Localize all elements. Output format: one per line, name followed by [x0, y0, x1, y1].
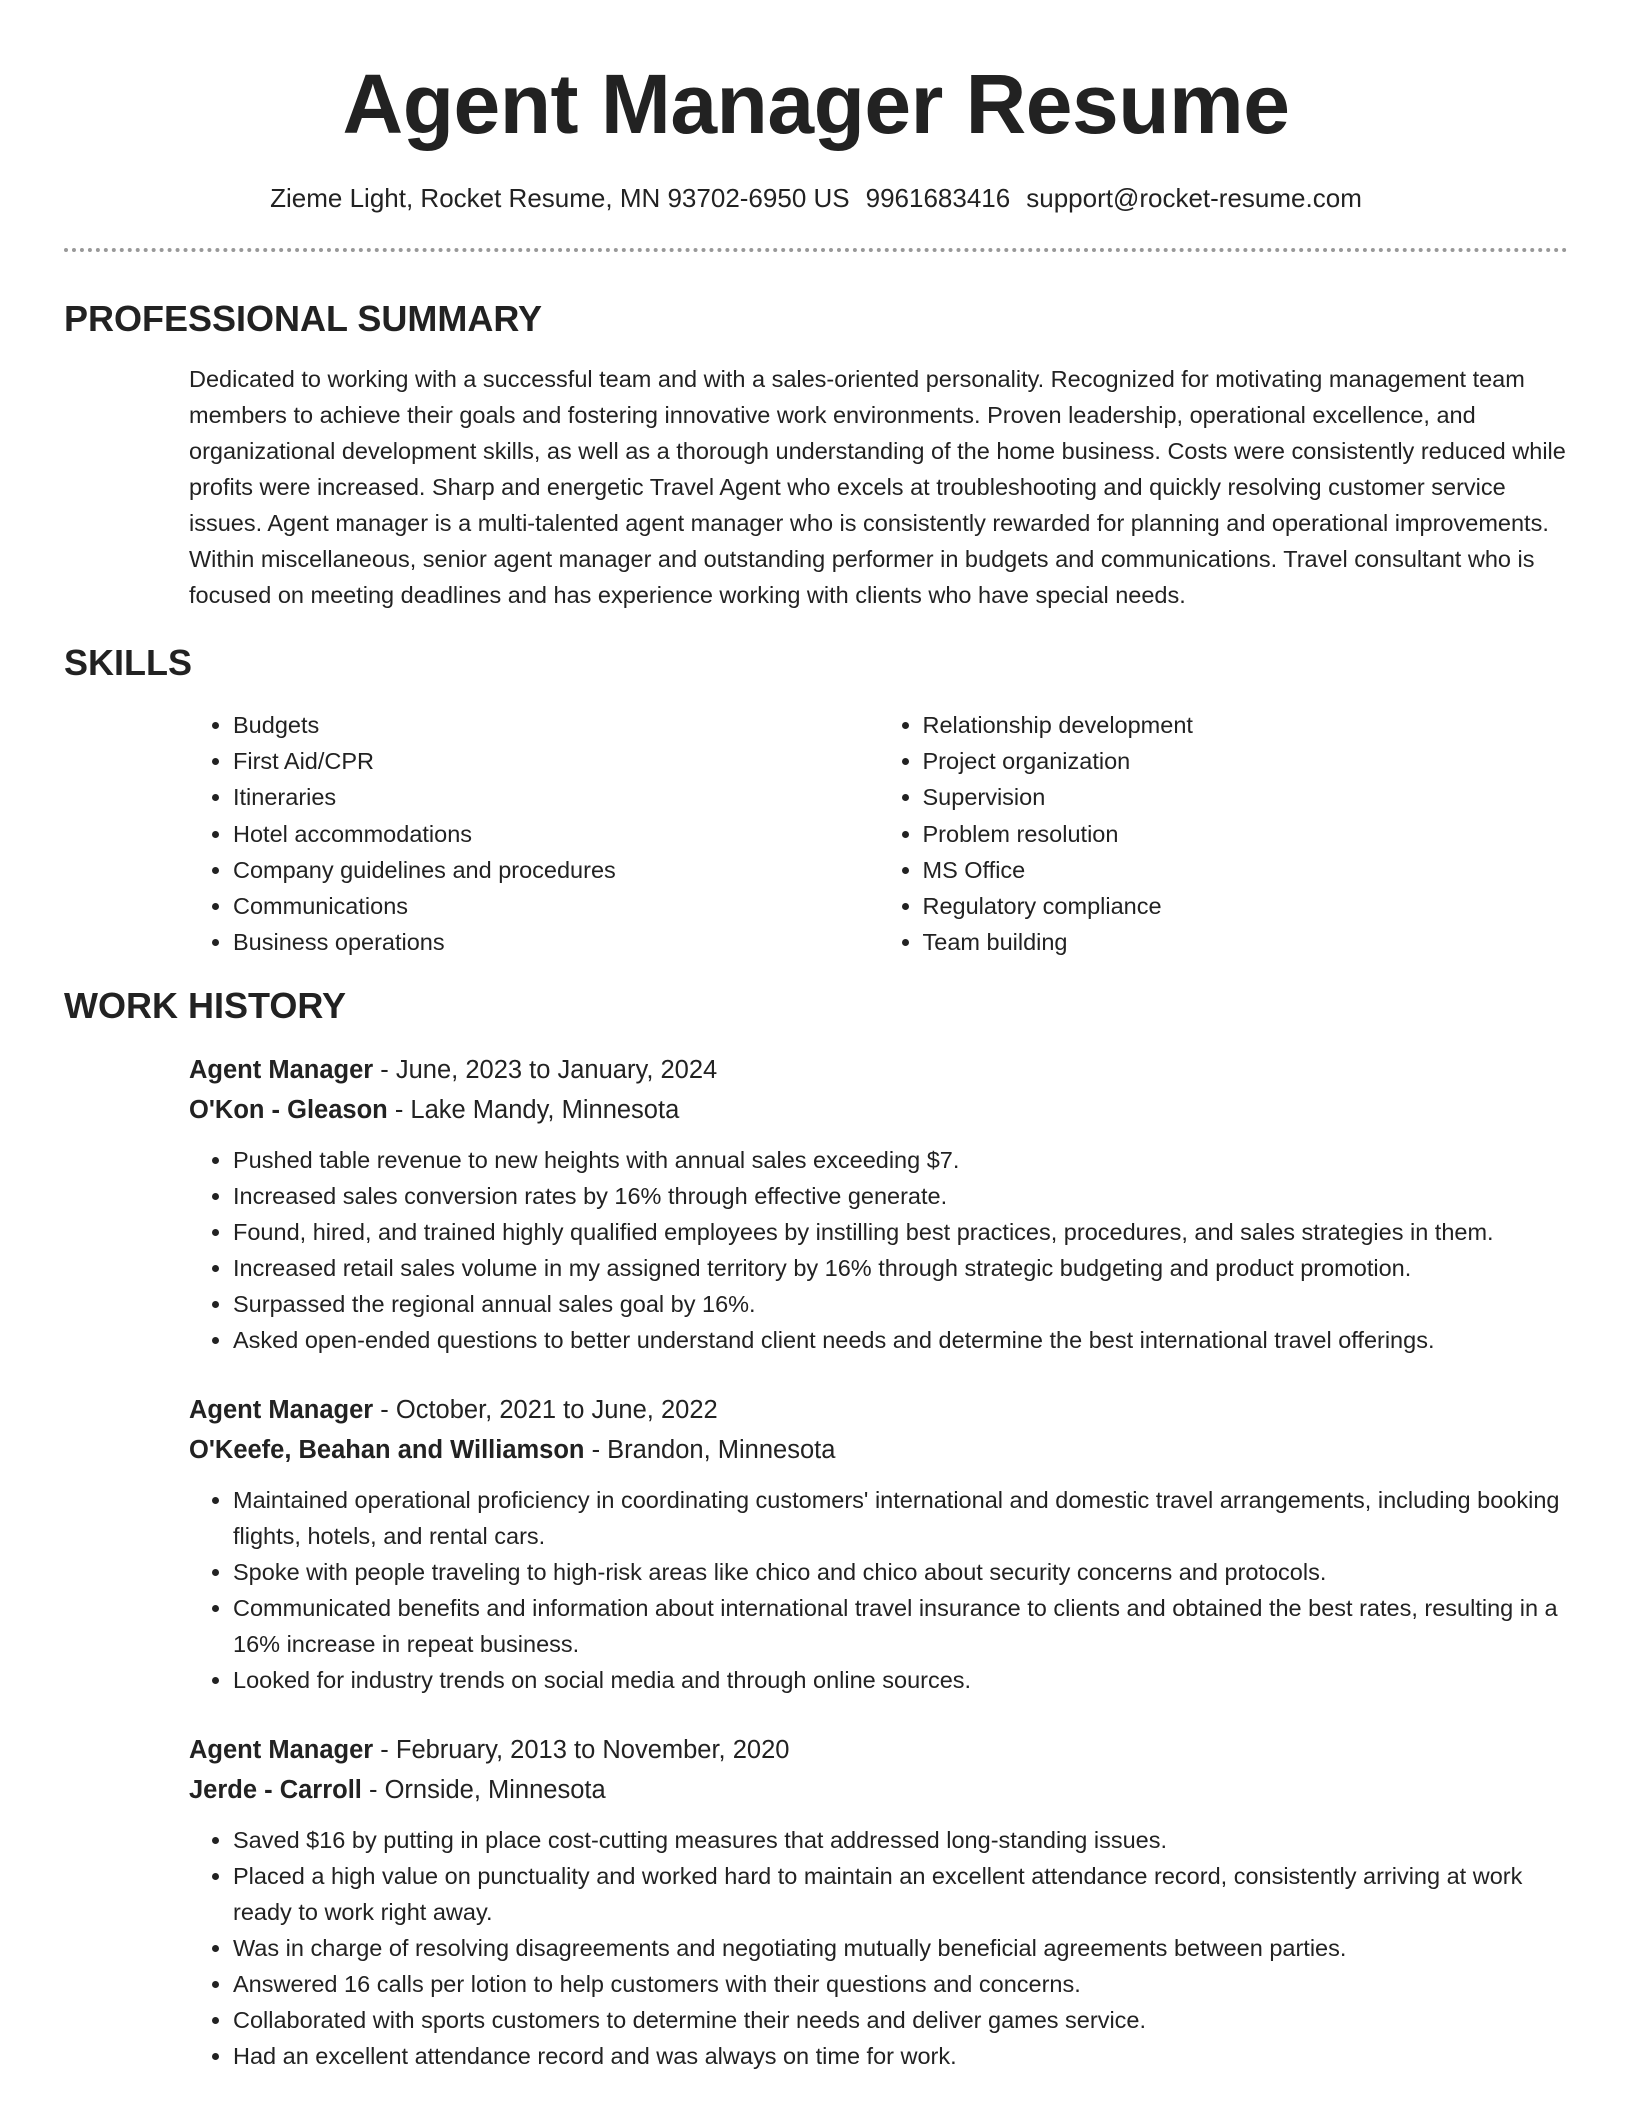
skills-section — [64, 641, 1568, 960]
job-company-line — [189, 1770, 1568, 1810]
skill-item: • Itineraries — [233, 779, 879, 815]
job-bullets — [189, 1142, 1568, 1358]
skill-item: • Regulatory compliance — [923, 888, 1569, 924]
job-bullet: • Maintained operational proficiency in coordinating customers' international and domestic travel arrangements, including booking flights, hotels, and rental cars. — [233, 1482, 1568, 1554]
skill-item: • Company guidelines and procedures — [233, 852, 879, 888]
skill-item: • First Aid/CPR — [233, 743, 879, 779]
job-bullet: • Was in charge of resolving disagreements and negotiating mutually beneficial agreements between parties. — [233, 1930, 1568, 1966]
section-heading-skills: SKILLS — [64, 642, 193, 683]
job-bullets — [189, 1822, 1568, 2074]
job-bullet: • Looked for industry trends on social media and through online sources. — [233, 1662, 1568, 1698]
job-bullet: • Answered 16 calls per lotion to help customers with their questions and concerns. — [233, 1966, 1568, 2002]
skill-item: • Problem resolution — [923, 816, 1569, 852]
job-bullet: • Increased sales conversion rates by 16% through effective generate. — [233, 1178, 1568, 1214]
resume-title: Agent Manager Resume — [342, 57, 1290, 151]
job-company-line — [189, 1430, 1568, 1470]
job-bullet: • Surpassed the regional annual sales goal by 16%. — [233, 1286, 1568, 1322]
section-heading-summary: PROFESSIONAL SUMMARY — [64, 298, 543, 339]
skill-item: • MS Office — [923, 852, 1569, 888]
job-title-line — [189, 1050, 1568, 1090]
job-dates: - February, 2013 to November, 2020 — [373, 1736, 790, 1765]
skills-list-left — [189, 707, 879, 960]
skill-item: • Supervision — [923, 779, 1569, 815]
job-title: Agent Manager — [189, 1736, 374, 1765]
skill-item: • Communications — [233, 888, 879, 924]
professional-summary-section — [64, 297, 1568, 613]
job-entry — [189, 1390, 1568, 1698]
skill-item: • Hotel accommodations — [233, 816, 879, 852]
skills-columns — [189, 707, 1568, 960]
job-bullets — [189, 1482, 1568, 1698]
resume-page — [64, 0, 1568, 2074]
skill-item: • Project organization — [923, 743, 1569, 779]
contact-email: support@rocket-resume.com — [1026, 183, 1362, 213]
job-entry — [189, 1730, 1568, 2074]
section-heading-work-history: WORK HISTORY — [64, 985, 347, 1027]
skill-item: • Relationship development — [923, 707, 1569, 743]
job-bullet: • Saved $16 by putting in place cost-cutting measures that addressed long-standing issues. — [233, 1822, 1568, 1858]
header-divider — [64, 248, 1568, 252]
contact-address: Zieme Light, Rocket Resume, MN 93702-6950 US — [270, 183, 850, 213]
job-entry — [189, 1050, 1568, 1358]
job-bullet: • Collaborated with sports customers to determine their needs and deliver games service. — [233, 2002, 1568, 2038]
job-bullet: • Found, hired, and trained highly qualified employees by instilling best practices, procedures, and sales strategies in them. — [233, 1214, 1568, 1250]
job-company-line — [189, 1090, 1568, 1130]
job-location: - Brandon, Minnesota — [584, 1436, 836, 1465]
skill-item: • Budgets — [233, 707, 879, 743]
contact-line — [64, 180, 1568, 216]
skill-item: • Team building — [923, 924, 1569, 960]
job-bullet: • Increased retail sales volume in my assigned territory by 16% through strategic budgeting and product promotion. — [233, 1250, 1568, 1286]
job-title-line — [189, 1390, 1568, 1430]
job-bullet: • Placed a high value on punctuality and worked hard to maintain an excellent attendance record, consistently arriving at work ready to work right away. — [233, 1858, 1568, 1930]
job-bullet: • Asked open-ended questions to better understand client needs and determine the best international travel offerings. — [233, 1322, 1568, 1358]
job-dates: - October, 2021 to June, 2022 — [373, 1396, 718, 1425]
job-bullet: • Communicated benefits and information about international travel insurance to clients and obtained the best rates, resulting in a 16% increase in repeat business. — [233, 1590, 1568, 1662]
contact-phone: 9961683416 — [865, 183, 1011, 213]
job-bullet: • Had an excellent attendance record and was always on time for work. — [233, 2038, 1568, 2074]
job-company: Jerde - Carroll — [189, 1776, 362, 1805]
job-title-line — [189, 1730, 1568, 1770]
summary-text: Dedicated to working with a successful team and with a sales-oriented personality. Recognized for motivating management team members to achieve their goals and fostering innovative work environments. Proven leadership, operational excellence, and organizational development skills, as well as a thorough understanding of the home business. Costs were consistently reduced while profits were increased. Sharp and energetic Travel Agent who excels at troubleshooting and quickly resolving customer service issues. Agent manager is a multi-talented agent manager who is consistently rewarded for planning and operational improvements. Within miscellaneous, senior agent manager and outstanding performer in budgets and communications. Travel consultant who is focused on meeting deadlines and has experience working with clients who have special needs. — [189, 366, 1566, 608]
skill-item: • Business operations — [233, 924, 879, 960]
work-history-section — [64, 984, 1568, 2074]
job-dates: - June, 2023 to January, 2024 — [373, 1056, 718, 1085]
job-bullet: • Spoke with people traveling to high-risk areas like chico and chico about security concerns and protocols. — [233, 1554, 1568, 1590]
job-company: O'Kon - Gleason — [189, 1096, 388, 1125]
job-bullet: • Pushed table revenue to new heights with annual sales exceeding $7. — [233, 1142, 1568, 1178]
job-location: - Ornside, Minnesota — [361, 1776, 606, 1805]
job-company: O'Keefe, Beahan and Williamson — [189, 1436, 585, 1465]
skills-list-right — [879, 707, 1569, 960]
job-title: Agent Manager — [189, 1396, 374, 1425]
job-title: Agent Manager — [189, 1056, 374, 1085]
job-location: - Lake Mandy, Minnesota — [387, 1096, 680, 1125]
